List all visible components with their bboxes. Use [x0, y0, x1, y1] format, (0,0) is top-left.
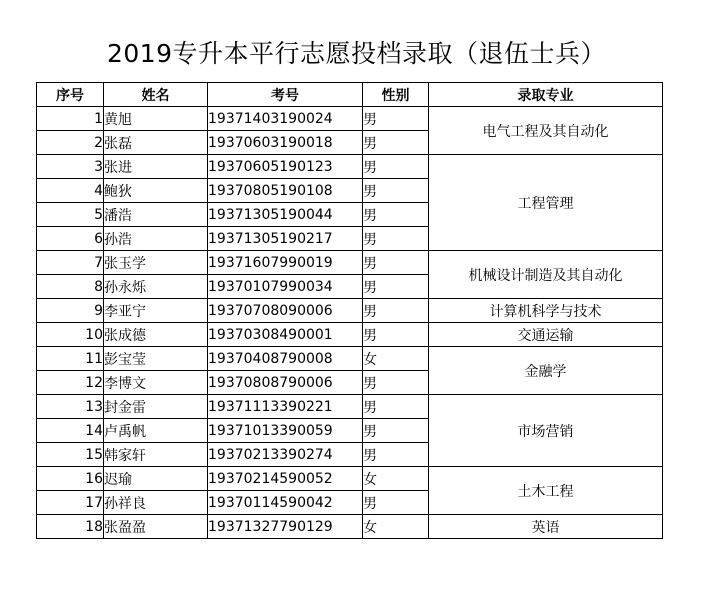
name-cell: 李博文: [104, 371, 208, 395]
exam-no-cell: 19371327790129: [208, 515, 363, 539]
seq-cell: 10: [37, 323, 104, 347]
seq-cell: 7: [37, 251, 104, 275]
name-cell: 孙浩: [104, 227, 208, 251]
major-cell: 交通运输: [429, 323, 663, 347]
seq-cell: 1: [37, 107, 104, 131]
exam-no-cell: 19371305190044: [208, 203, 363, 227]
exam-no-cell: 19370805190108: [208, 179, 363, 203]
table-row: [37, 395, 663, 419]
table-header-row: [37, 83, 663, 107]
name-cell: 张进: [104, 155, 208, 179]
seq-cell: 3: [37, 155, 104, 179]
name-cell: 鲍狄: [104, 179, 208, 203]
table-row: [37, 515, 663, 539]
gender-cell: 男: [363, 299, 429, 323]
gender-cell: 男: [363, 131, 429, 155]
seq-cell: 12: [37, 371, 104, 395]
major-cell: 工程管理: [429, 155, 663, 251]
major-cell: 英语: [429, 515, 663, 539]
gender-cell: 男: [363, 419, 429, 443]
name-cell: 封金雷: [104, 395, 208, 419]
gender-cell: 男: [363, 395, 429, 419]
name-cell: 张成德: [104, 323, 208, 347]
seq-cell: 14: [37, 419, 104, 443]
name-cell: 韩家轩: [104, 443, 208, 467]
header-name: 姓名: [104, 83, 208, 107]
gender-cell: 男: [363, 227, 429, 251]
exam-no-cell: 19370408790008: [208, 347, 363, 371]
exam-no-cell: 19371013390059: [208, 419, 363, 443]
exam-no-cell: 19371607990019: [208, 251, 363, 275]
name-cell: 李亚宁: [104, 299, 208, 323]
seq-cell: 16: [37, 467, 104, 491]
name-cell: 潘浩: [104, 203, 208, 227]
table-row: [37, 251, 663, 275]
table-row: [37, 347, 663, 371]
exam-no-cell: 19370214590052: [208, 467, 363, 491]
seq-cell: 18: [37, 515, 104, 539]
name-cell: 张盈盈: [104, 515, 208, 539]
name-cell: 孙永烁: [104, 275, 208, 299]
gender-cell: 男: [363, 323, 429, 347]
seq-cell: 15: [37, 443, 104, 467]
gender-cell: 男: [363, 371, 429, 395]
major-cell: 土木工程: [429, 467, 663, 515]
name-cell: 彭宝莹: [104, 347, 208, 371]
seq-cell: 6: [37, 227, 104, 251]
gender-cell: 女: [363, 515, 429, 539]
major-cell: 机械设计制造及其自动化: [429, 251, 663, 299]
name-cell: 张磊: [104, 131, 208, 155]
seq-cell: 9: [37, 299, 104, 323]
name-cell: 张玉学: [104, 251, 208, 275]
name-cell: 卢禹帆: [104, 419, 208, 443]
exam-no-cell: 19371305190217: [208, 227, 363, 251]
exam-no-cell: 19370603190018: [208, 131, 363, 155]
major-cell: 电气工程及其自动化: [429, 107, 663, 155]
major-cell: 计算机科学与技术: [429, 299, 663, 323]
gender-cell: 男: [363, 491, 429, 515]
exam-no-cell: 19371403190024: [208, 107, 363, 131]
seq-cell: 8: [37, 275, 104, 299]
exam-no-cell: 19370308490001: [208, 323, 363, 347]
table-row: [37, 467, 663, 491]
seq-cell: 4: [37, 179, 104, 203]
gender-cell: 男: [363, 443, 429, 467]
name-cell: 黄旭: [104, 107, 208, 131]
table-row: [37, 155, 663, 179]
exam-no-cell: 19370605190123: [208, 155, 363, 179]
major-cell: 金融学: [429, 347, 663, 395]
seq-cell: 2: [37, 131, 104, 155]
header-seq: 序号: [37, 83, 104, 107]
exam-no-cell: 19371113390221: [208, 395, 363, 419]
header-exam-no: 考号: [208, 83, 363, 107]
name-cell: 孙祥良: [104, 491, 208, 515]
gender-cell: 男: [363, 107, 429, 131]
exam-no-cell: 19370107990034: [208, 275, 363, 299]
header-gender: 性别: [363, 83, 429, 107]
seq-cell: 5: [37, 203, 104, 227]
header-major: 录取专业: [429, 83, 663, 107]
exam-no-cell: 19370213390274: [208, 443, 363, 467]
exam-no-cell: 19370114590042: [208, 491, 363, 515]
gender-cell: 女: [363, 467, 429, 491]
seq-cell: 11: [37, 347, 104, 371]
table-row: [37, 299, 663, 323]
name-cell: 迟瑜: [104, 467, 208, 491]
seq-cell: 17: [37, 491, 104, 515]
gender-cell: 男: [363, 155, 429, 179]
table-row: [37, 107, 663, 131]
gender-cell: 男: [363, 179, 429, 203]
exam-no-cell: 19370808790006: [208, 371, 363, 395]
exam-no-cell: 19370708090006: [208, 299, 363, 323]
gender-cell: 男: [363, 275, 429, 299]
seq-cell: 13: [37, 395, 104, 419]
gender-cell: 男: [363, 251, 429, 275]
gender-cell: 女: [363, 347, 429, 371]
table-row: [37, 323, 663, 347]
admission-table: [36, 82, 663, 539]
gender-cell: 男: [363, 203, 429, 227]
major-cell: 市场营销: [429, 395, 663, 467]
page-title: 2019专升本平行志愿投档录取（退伍士兵）: [106, 39, 607, 68]
